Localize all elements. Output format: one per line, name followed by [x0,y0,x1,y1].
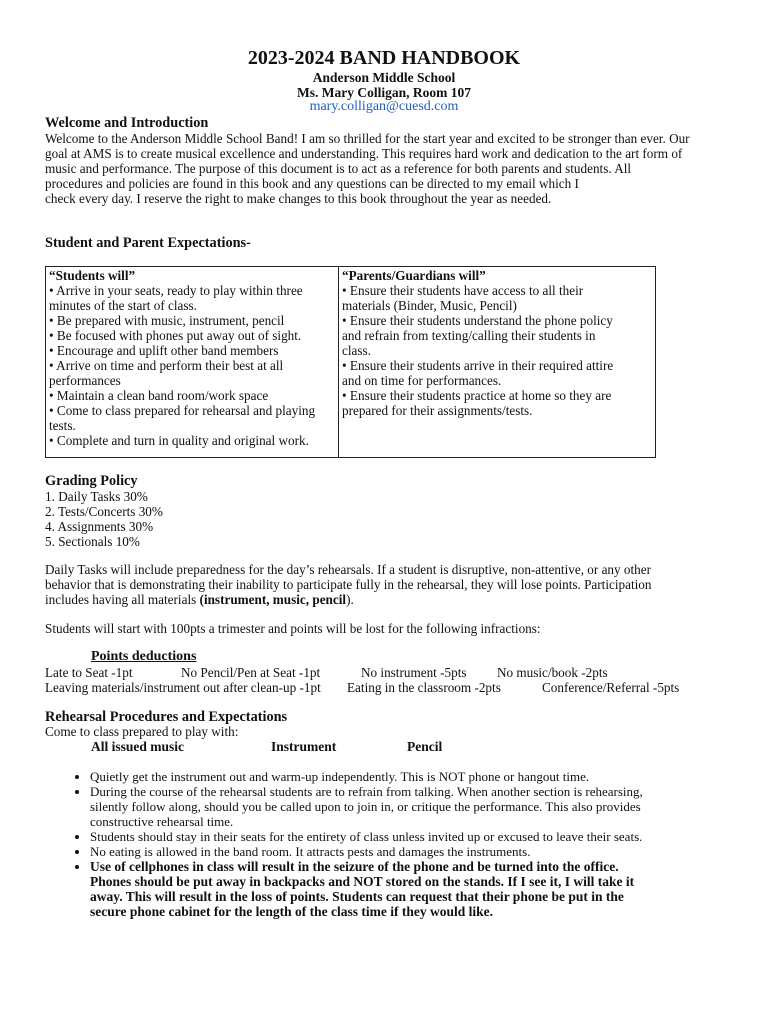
rehearsal-item-music: All issued music [91,739,185,754]
parent-expectation-line: materials (Binder, Music, Pencil) [342,298,517,313]
welcome-line: music and performance. The purpose of this document is to act as a reference for both parents and students. All [45,161,632,176]
rule-item [90,784,750,829]
parent-expectation-line: prepared for their assignments/tests. [342,403,533,418]
rule-line: • Use of cellphones in class will result in the seizure of the phone and be turned into the office. [90,859,619,874]
daily-tasks-suffix: ). [346,592,354,607]
expectations-heading: Student and Parent Expectations- [45,235,251,251]
student-expectation-line: • Arrive in your seats, ready to play within three [49,283,303,298]
deduction-item: Conference/Referral -5pts [542,680,680,695]
students-column [46,267,339,458]
rehearsal-intro: Come to class prepared to play with: [45,724,239,739]
deductions-heading: Points deductions [91,649,197,664]
student-expectation-line: minutes of the start of class. [49,298,197,313]
daily-tasks-line: Daily Tasks will include preparedness for the day’s rehearsals. If a student is disruptive, non-attentive, or any other [45,562,652,577]
expectations-table [45,266,656,458]
student-expectation-line: • Encourage and uplift other band members [49,343,279,358]
rule-line: • During the course of the rehearsal students are to refrain from talking. When another section is rehearsing, [90,784,643,799]
welcome-line: goal at AMS is to create musical excellence and understanding. This requires hard work and dedication to the art form of [45,146,683,161]
parent-expectation-line: • Ensure their students arrive in their required attire [342,358,614,373]
rule-line: silently follow along, should you be called upon to join in, or critique the performance. This also provides [90,799,641,814]
student-expectation-line: • Arrive on time and perform their best at all [49,358,284,373]
deduction-item: Leaving materials/instrument out after clean-up -1pt [45,680,321,695]
rule-line: • No eating is allowed in the band room. It attracts pests and damages the instruments. [90,844,531,859]
rule-line: • Quietly get the instrument out and warm-up independently. This is NOT phone or hangout time. [90,769,590,784]
student-expectation-line: • Complete and turn in quality and original work. [49,433,309,448]
welcome-paragraph [45,131,725,206]
daily-tasks-line [45,592,725,607]
students-column-title: “Students will” [49,268,136,283]
deduction-item: No instrument -5pts [361,665,467,680]
school-name: Anderson Middle School [312,70,456,85]
rule-item [90,844,750,859]
student-expectation-line: • Come to class prepared for rehearsal and playing [49,403,316,418]
rule-line: constructive rehearsal time. [90,814,234,829]
rule-line: secure phone cabinet for the length of the class time if they would like. [90,904,493,919]
parents-column-title: “Parents/Guardians will” [342,268,486,283]
student-expectation-line: • Maintain a clean band room/work space [49,388,269,403]
student-expectation-line: tests. [49,418,76,433]
welcome-heading: Welcome and Introduction [45,115,209,131]
deduction-item: No music/book -2pts [497,665,608,680]
page-title: 2023-2024 BAND HANDBOOK [247,47,521,69]
rehearsal-rules-list [68,769,750,919]
parents-column [339,267,656,458]
grading-item: 1. Daily Tasks 30% [45,489,148,504]
welcome-line: check every day. I reserve the right to make changes to this book throughout the year as needed. [45,191,552,206]
daily-tasks-prefix: includes having all materials [45,592,200,607]
student-expectation-line: • Be focused with phones put away out of sight. [49,328,302,343]
rule-item [90,829,750,844]
materials-list: (instrument, music, pencil [199,592,347,607]
parent-expectation-line: class. [342,343,371,358]
rehearsal-item-instrument: Instrument [271,739,337,754]
welcome-line: Welcome to the Anderson Middle School Band! I am so thrilled for the start year and excited to be stronger than ever. Our [45,131,690,146]
grading-item: 2. Tests/Concerts 30% [45,504,163,519]
deduction-item: Late to Seat -1pt [45,665,133,680]
rehearsal-heading: Rehearsal Procedures and Expectations [45,709,288,725]
rule-line: • Students should stay in their seats for the entirety of class unless invited up or excused to leave their seats. [90,829,643,844]
daily-tasks-line: behavior that is demonstrating their inability to participate fully in the rehearsal, they will lose points. Participation [45,577,652,592]
daily-tasks-paragraph [45,562,725,607]
rule-line: away. This will result in the loss of points. Students can request that their phone be put in the [90,889,624,904]
grading-item: 4. Assignments 30% [45,519,154,534]
grading-item: 5. Sectionals 10% [45,534,140,549]
grading-heading: Grading Policy [45,473,138,489]
rule-item [90,769,750,784]
points-intro: Students will start with 100pts a trimester and points will be lost for the following infractions: [45,621,541,636]
parent-expectation-line: and refrain from texting/calling their students in [342,328,596,343]
parent-expectation-line: • Ensure their students understand the phone policy [342,313,613,328]
parent-expectation-line: and on time for performances. [342,373,502,388]
parent-expectation-line: • Ensure their students practice at home so they are [342,388,612,403]
rule-line: Phones should be put away in backpacks and NOT stored on the stands. If I see it, I will take it [90,874,635,889]
student-expectation-line: • Be prepared with music, instrument, pencil [49,313,285,328]
welcome-line: procedures and policies are found in this book and any questions can be directed to my email which I [45,176,579,191]
teacher-info: Ms. Mary Colligan, Room 107 [297,85,471,100]
cellphone-rule-item [90,859,750,919]
grading-list [45,489,163,549]
email-link[interactable]: mary.colligan@cuesd.com [309,99,459,114]
rehearsal-item-pencil: Pencil [407,739,443,754]
student-expectation-line: performances [49,373,121,388]
deduction-item: No Pencil/Pen at Seat -1pt [181,665,321,680]
parent-expectation-line: • Ensure their students have access to all their [342,283,584,298]
deduction-item: Eating in the classroom -2pts [347,680,501,695]
